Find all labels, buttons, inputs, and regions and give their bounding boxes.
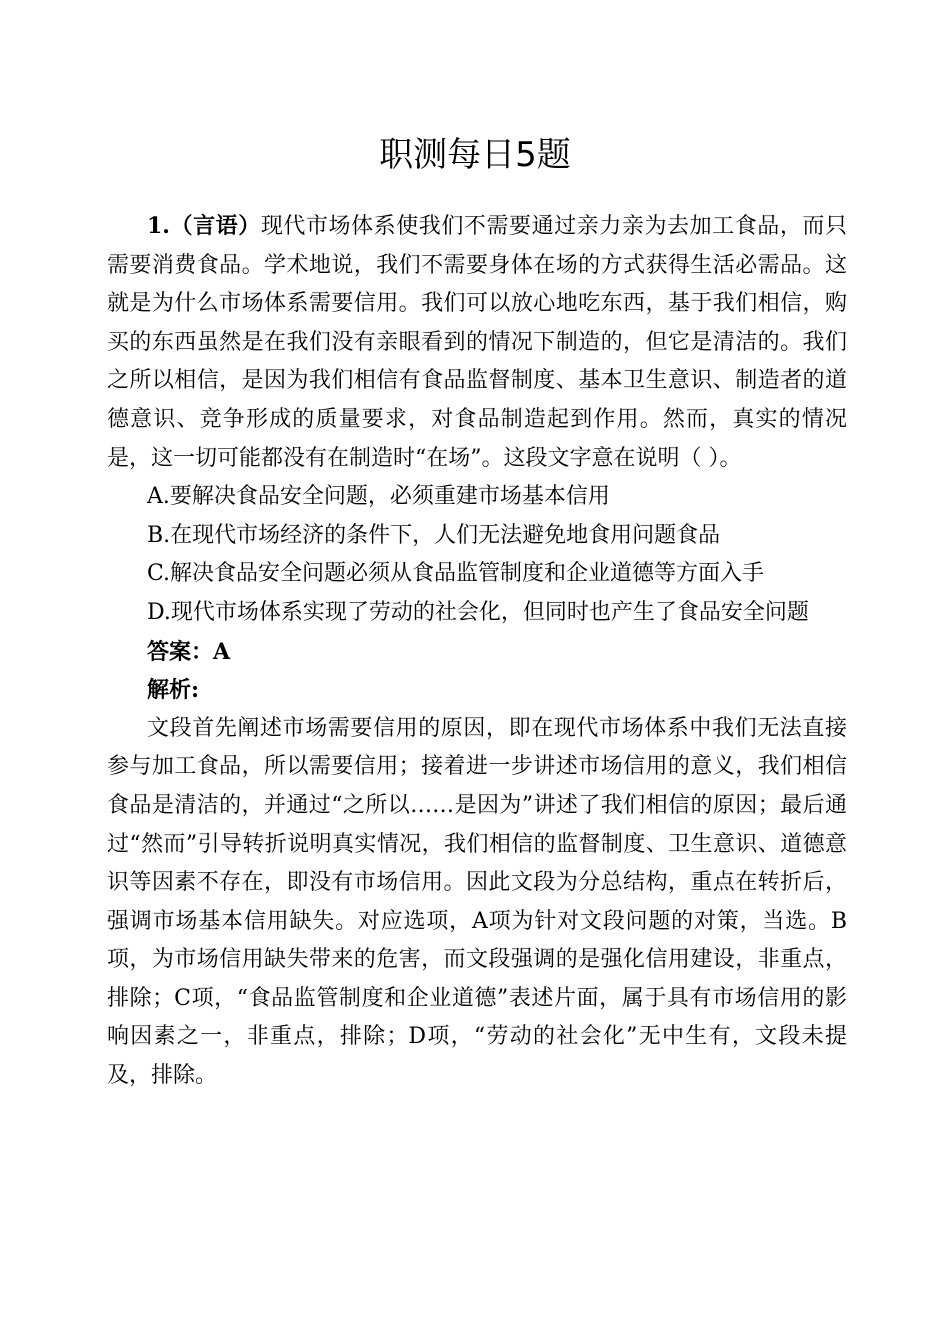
question-stem: 现代市场体系使我们不需要通过亲力亲为去加工食品，而只需要消费食品。学术地说，我们不需要身体在场的方式获得生活必需品。这就是为什么市场体系需要信用。我们可以放心地吃东西，基于我们相信，购买的东西虽然是在我们没有亲眼看到的情况下制造的，但它是清洁的。我们之所以相信，是因为我们相信有食品监督制度、基本卫生意识、制造者的道德意识、竞争形成的质量要求，对食品制造起到作用。然而，真实的情况是，这一切可能都没有在制造时“在场”。这段文字意在说明（ ）。 — [107, 214, 847, 471]
option-c: C.解决食品安全问题必须从食品监管制度和企业道德等方面入手 — [147, 561, 765, 587]
question-stem-paragraph — [107, 207, 847, 478]
answer-label: 答案： — [147, 638, 214, 665]
option-a: A.要解决食品安全问题，必须重建市场基本信用 — [147, 484, 610, 510]
question-block — [107, 207, 847, 1096]
question-tag: （言语） — [169, 213, 261, 239]
answer-value: A — [213, 638, 231, 665]
analysis-label: 解析: — [147, 677, 200, 704]
option-b: B.在现代市场经济的条件下，人们无法避免地食用问题食品 — [147, 522, 721, 548]
analysis-text: 文段首先阐述市场需要信用的原因，即在现代市场体系中我们无法直接参与加工食品，所以需要信用；接着进一步讲述市场信用的意义，我们相信食品是清洁的，并通过“之所以……是因为”讲述了我们相信的原因；最后通过“然而”引导转折说明真实情况，我们相信的监督制度、卫生意识、道德意识等因素不存在，即没有市场信用。因此文段为分总结构，重点在转折后，强调市场基本信用缺失。对应选项，A项为针对文段问题的对策，当选。B项，为市场信用缺失带来的危害，而文段强调的是强化信用建设，非重点，排除；C项，“食品监管制度和企业道德”表述片面，属于具有市场信用的影响因素之一，非重点，排除；D项，“劳动的社会化”无中生有，文段未提及，排除。 — [107, 715, 847, 1089]
page-title: 职测每日5题 — [379, 135, 571, 175]
option-d: D.现代市场体系实现了劳动的社会化，但同时也产生了食品安全问题 — [147, 599, 809, 625]
question-number: 1. — [147, 213, 170, 239]
answer-line — [107, 633, 847, 672]
